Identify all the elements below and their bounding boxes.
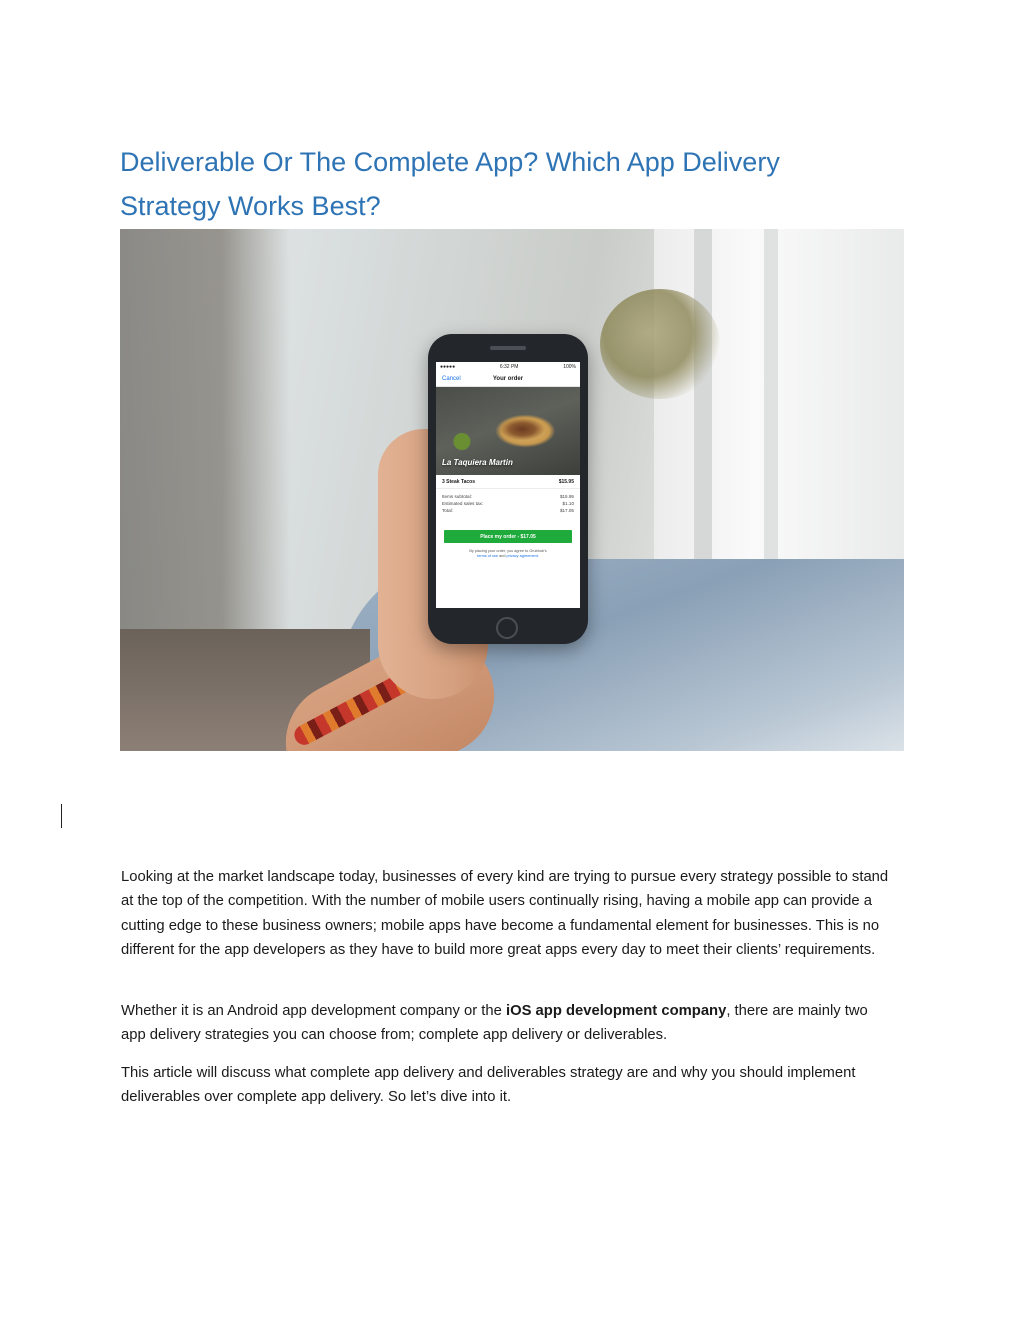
paragraph-strategies-end: , there are mainly two app delivery strategies you can choose from; complete app delivery or deliverables. [121, 1003, 868, 1044]
nav-title: Your order [492, 376, 524, 382]
signal-indicator: ●●●●● [440, 364, 456, 370]
status-bar [436, 362, 580, 372]
agreement-prefix: By placing your order, you agree to Grubhub's [469, 549, 547, 553]
paragraph-strategies-start: Whether it is an Android app development company or the [121, 1003, 506, 1019]
order-totals [436, 489, 580, 518]
place-order-button[interactable]: Place my order - $17.05 [444, 530, 572, 543]
paragraph-article-intro: This article will discuss what complete app delivery and deliverables strategy are and why you should implement deliverables over complete app delivery. So let’s dive into it. [121, 1065, 856, 1106]
page-title [120, 140, 910, 228]
tax-row [442, 500, 574, 507]
subtotal-value: $15.95 [559, 494, 574, 499]
text-cursor [61, 804, 62, 828]
item-name: 3 Steak Tacos [442, 479, 475, 485]
nav-bar [436, 372, 580, 387]
cancel-button[interactable]: Cancel [442, 376, 461, 382]
order-line-item [436, 475, 580, 489]
total-row [442, 507, 574, 514]
total-label: Total: [442, 508, 453, 513]
agreement-text [446, 549, 570, 559]
ios-company-link[interactable]: iOS app development company [505, 1003, 727, 1019]
paragraph-strategies [121, 999, 896, 1048]
title-line-2: Strategy Works Best? [120, 191, 381, 221]
privacy-link[interactable]: privacy agreement. [506, 554, 539, 558]
subtotal-row [442, 493, 574, 500]
restaurant-name: La Taquiera Martin [442, 458, 513, 467]
tax-label: Estimated sales tax: [442, 501, 484, 506]
tacos-photo [436, 387, 580, 475]
paragraph-intro: Looking at the market landscape today, businesses of every kind are trying to pursue every strategy possible to stand at the top of the competition. With the number of mobile users continually rising, having a mobile app can provide a cutting edge to these business owners; mobile apps have become a fundamental element for businesses. This is no different for the app developers as they have to build more great apps every day to meet their clients’ requirements. [121, 869, 889, 958]
total-value: $17.05 [559, 508, 574, 513]
plant-background [600, 289, 720, 399]
item-price: $15.95 [558, 479, 574, 485]
phone-speaker [490, 346, 526, 350]
battery-indicator: 100% [563, 364, 576, 370]
status-time: 6:32 PM [499, 364, 519, 370]
subtotal-label: Items subtotal: [442, 494, 472, 499]
terms-link[interactable]: terms of use [477, 554, 499, 558]
tax-value: $1.10 [562, 501, 574, 506]
agreement-and: and [499, 554, 506, 558]
title-line-1: Deliverable Or The Complete App? Which App Delivery [120, 147, 780, 177]
smartphone [428, 334, 588, 644]
home-button [496, 617, 518, 639]
phone-screen [436, 362, 580, 608]
hero-image [120, 229, 904, 751]
